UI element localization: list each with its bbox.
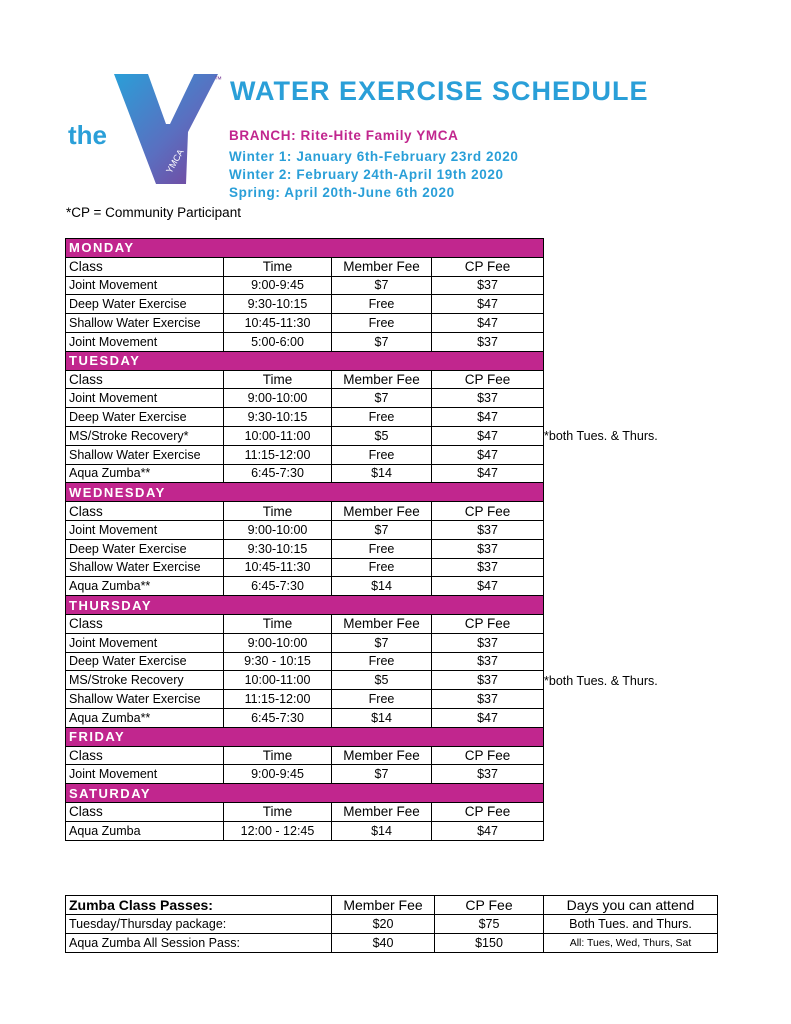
member-fee: Free — [332, 295, 432, 314]
class-row — [66, 445, 544, 464]
class-time: 9:30 - 10:15 — [224, 652, 332, 671]
column-header-row — [66, 502, 544, 521]
pass-cp-fee: $150 — [435, 934, 544, 953]
class-row — [66, 332, 544, 351]
day-header-row — [66, 351, 544, 370]
day-name: MONDAY — [66, 239, 544, 258]
passes-header-days: Days you can attend — [544, 896, 718, 915]
column-header-class: Class — [66, 802, 224, 821]
day-header-row — [66, 239, 544, 258]
class-name: Aqua Zumba — [66, 821, 224, 840]
column-header-member-fee: Member Fee — [332, 802, 432, 821]
page-title: WATER EXERCISE SCHEDULE — [230, 76, 649, 106]
column-header-time: Time — [224, 746, 332, 765]
class-row — [66, 671, 544, 690]
column-header-row — [66, 370, 544, 389]
cp-note: *CP = Community Participant — [66, 205, 241, 220]
column-header-time: Time — [224, 257, 332, 276]
class-name: Shallow Water Exercise — [66, 558, 224, 577]
class-time: 10:00-11:00 — [224, 671, 332, 690]
member-fee: $7 — [332, 520, 432, 539]
day-header-row — [66, 727, 544, 746]
class-row — [66, 558, 544, 577]
class-name: Deep Water Exercise — [66, 652, 224, 671]
class-row — [66, 577, 544, 596]
class-name: Shallow Water Exercise — [66, 314, 224, 333]
column-header-member-fee: Member Fee — [332, 257, 432, 276]
class-name: Aqua Zumba** — [66, 577, 224, 596]
class-time: 9:00-9:45 — [224, 765, 332, 784]
member-fee: Free — [332, 558, 432, 577]
class-name: Joint Movement — [66, 520, 224, 539]
pass-member-fee: $40 — [332, 934, 435, 953]
cp-fee: $37 — [432, 558, 544, 577]
class-row — [66, 426, 544, 445]
class-name: Aqua Zumba** — [66, 464, 224, 483]
cp-fee: $47 — [432, 408, 544, 427]
column-header-time: Time — [224, 370, 332, 389]
column-header-cp-fee: CP Fee — [432, 370, 544, 389]
passes-header-name: Zumba Class Passes: — [66, 896, 332, 915]
class-name: Aqua Zumba** — [66, 708, 224, 727]
member-fee: Free — [332, 445, 432, 464]
member-fee: Free — [332, 690, 432, 709]
day-name: TUESDAY — [66, 351, 544, 370]
member-fee: $7 — [332, 332, 432, 351]
column-header-row — [66, 802, 544, 821]
class-name: Joint Movement — [66, 765, 224, 784]
cp-fee: $37 — [432, 539, 544, 558]
class-row — [66, 314, 544, 333]
member-fee: Free — [332, 652, 432, 671]
cp-fee: $47 — [432, 314, 544, 333]
cp-fee: $37 — [432, 520, 544, 539]
passes-header-cp-fee: CP Fee — [435, 896, 544, 915]
pass-member-fee: $20 — [332, 915, 435, 934]
cp-fee: $37 — [432, 652, 544, 671]
class-name: Deep Water Exercise — [66, 295, 224, 314]
member-fee: $7 — [332, 765, 432, 784]
class-row — [66, 708, 544, 727]
cp-fee: $47 — [432, 577, 544, 596]
member-fee: $7 — [332, 389, 432, 408]
class-time: 9:30-10:15 — [224, 295, 332, 314]
pass-days: Both Tues. and Thurs. — [544, 915, 718, 934]
pass-cp-fee: $75 — [435, 915, 544, 934]
spring-line: Spring: April 20th-June 6th 2020 — [229, 185, 455, 200]
class-name: Joint Movement — [66, 276, 224, 295]
column-header-class: Class — [66, 257, 224, 276]
column-header-class: Class — [66, 614, 224, 633]
column-header-member-fee: Member Fee — [332, 614, 432, 633]
class-time: 9:00-9:45 — [224, 276, 332, 295]
passes-row — [66, 934, 718, 953]
class-row — [66, 539, 544, 558]
class-row — [66, 520, 544, 539]
column-header-class: Class — [66, 502, 224, 521]
pass-name: Aqua Zumba All Session Pass: — [66, 934, 332, 953]
class-time: 10:00-11:00 — [224, 426, 332, 445]
class-time: 12:00 - 12:45 — [224, 821, 332, 840]
logo-tm: ™ — [214, 75, 222, 84]
member-fee: Free — [332, 408, 432, 427]
cp-fee: $47 — [432, 426, 544, 445]
branch-line: BRANCH: Rite-Hite Family YMCA — [229, 128, 459, 143]
day-name: FRIDAY — [66, 727, 544, 746]
day-header-row — [66, 784, 544, 803]
cp-fee: $37 — [432, 765, 544, 784]
column-header-class: Class — [66, 746, 224, 765]
class-time: 11:15-12:00 — [224, 690, 332, 709]
class-name: Joint Movement — [66, 389, 224, 408]
class-row — [66, 389, 544, 408]
member-fee: $14 — [332, 464, 432, 483]
column-header-row — [66, 614, 544, 633]
cp-fee: $47 — [432, 295, 544, 314]
column-header-time: Time — [224, 802, 332, 821]
column-header-row — [66, 746, 544, 765]
cp-fee: $37 — [432, 671, 544, 690]
winter2-line: Winter 2: February 24th-April 19th 2020 — [229, 167, 504, 182]
class-name: Joint Movement — [66, 633, 224, 652]
column-header-member-fee: Member Fee — [332, 502, 432, 521]
pass-days: All: Tues, Wed, Thurs, Sat — [544, 934, 718, 953]
class-time: 9:00-10:00 — [224, 389, 332, 408]
member-fee: $7 — [332, 276, 432, 295]
tuesday-side-note: *both Tues. & Thurs. — [544, 429, 658, 443]
passes-row — [66, 915, 718, 934]
cp-fee: $47 — [432, 464, 544, 483]
cp-fee: $37 — [432, 633, 544, 652]
class-time: 10:45-11:30 — [224, 558, 332, 577]
cp-fee: $47 — [432, 708, 544, 727]
class-time: 6:45-7:30 — [224, 577, 332, 596]
cp-fee: $37 — [432, 690, 544, 709]
class-name: MS/Stroke Recovery — [66, 671, 224, 690]
column-header-cp-fee: CP Fee — [432, 502, 544, 521]
logo-the-text: the — [68, 120, 107, 150]
class-name: Deep Water Exercise — [66, 408, 224, 427]
day-name: THURSDAY — [66, 596, 544, 615]
class-name: Shallow Water Exercise — [66, 690, 224, 709]
class-time: 9:00-10:00 — [224, 520, 332, 539]
class-row — [66, 765, 544, 784]
ymca-logo — [66, 72, 226, 187]
zumba-passes-table — [65, 895, 718, 953]
column-header-cp-fee: CP Fee — [432, 257, 544, 276]
class-row — [66, 821, 544, 840]
class-name: Shallow Water Exercise — [66, 445, 224, 464]
class-time: 11:15-12:00 — [224, 445, 332, 464]
winter1-line: Winter 1: January 6th-February 23rd 2020 — [229, 149, 519, 164]
column-header-cp-fee: CP Fee — [432, 802, 544, 821]
member-fee: $14 — [332, 821, 432, 840]
column-header-time: Time — [224, 502, 332, 521]
member-fee: $14 — [332, 708, 432, 727]
member-fee: Free — [332, 539, 432, 558]
class-time: 6:45-7:30 — [224, 464, 332, 483]
column-header-cp-fee: CP Fee — [432, 746, 544, 765]
class-name: Deep Water Exercise — [66, 539, 224, 558]
column-header-time: Time — [224, 614, 332, 633]
member-fee: $7 — [332, 633, 432, 652]
class-time: 9:30-10:15 — [224, 539, 332, 558]
class-time: 9:30-10:15 — [224, 408, 332, 427]
class-row — [66, 408, 544, 427]
column-header-member-fee: Member Fee — [332, 746, 432, 765]
day-name: SATURDAY — [66, 784, 544, 803]
class-time: 10:45-11:30 — [224, 314, 332, 333]
logo-ymca-text: YMCA — [164, 147, 186, 175]
schedule-table — [65, 238, 544, 841]
column-header-member-fee: Member Fee — [332, 370, 432, 389]
day-header-row — [66, 596, 544, 615]
class-time: 5:00-6:00 — [224, 332, 332, 351]
cp-fee: $37 — [432, 389, 544, 408]
class-name: MS/Stroke Recovery* — [66, 426, 224, 445]
column-header-row — [66, 257, 544, 276]
pass-name: Tuesday/Thursday package: — [66, 915, 332, 934]
class-row — [66, 276, 544, 295]
ymca-y-icon — [66, 72, 226, 187]
class-row — [66, 690, 544, 709]
class-row — [66, 464, 544, 483]
column-header-cp-fee: CP Fee — [432, 614, 544, 633]
class-time: 9:00-10:00 — [224, 633, 332, 652]
member-fee: $14 — [332, 577, 432, 596]
cp-fee: $37 — [432, 276, 544, 295]
class-row — [66, 652, 544, 671]
day-header-row — [66, 483, 544, 502]
member-fee: Free — [332, 314, 432, 333]
class-time: 6:45-7:30 — [224, 708, 332, 727]
passes-header-member-fee: Member Fee — [332, 896, 435, 915]
member-fee: $5 — [332, 426, 432, 445]
cp-fee: $37 — [432, 332, 544, 351]
class-row — [66, 295, 544, 314]
cp-fee: $47 — [432, 821, 544, 840]
member-fee: $5 — [332, 671, 432, 690]
class-row — [66, 633, 544, 652]
day-name: WEDNESDAY — [66, 483, 544, 502]
thursday-side-note: *both Tues. & Thurs. — [544, 674, 658, 688]
cp-fee: $47 — [432, 445, 544, 464]
passes-header-row — [66, 896, 718, 915]
class-name: Joint Movement — [66, 332, 224, 351]
column-header-class: Class — [66, 370, 224, 389]
